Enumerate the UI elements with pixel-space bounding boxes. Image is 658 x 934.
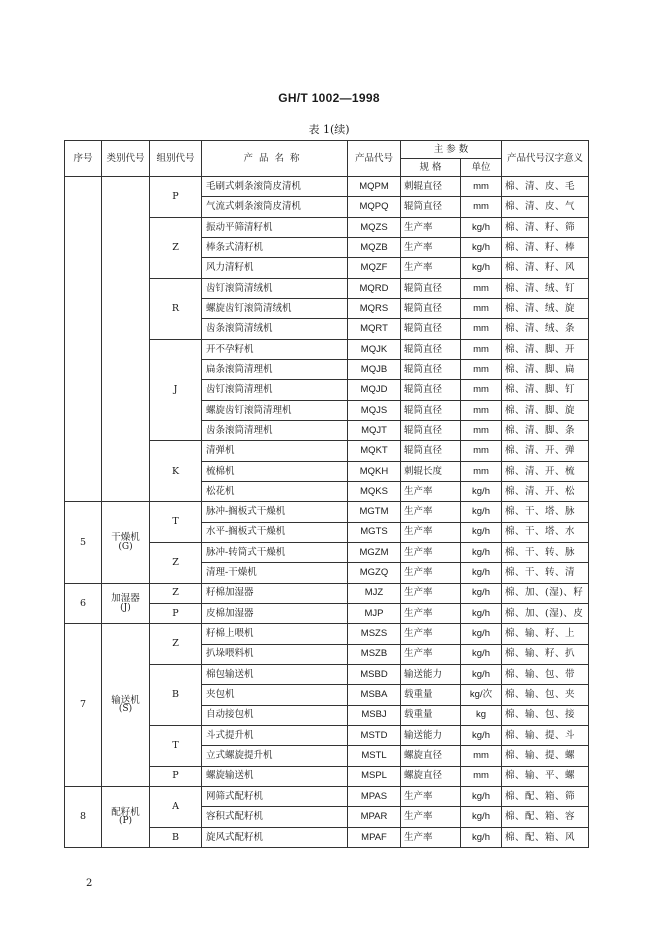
- spec-cell: 螺旋直径: [401, 766, 461, 786]
- product-code-cell: MQJB: [348, 359, 401, 379]
- product-name-cell: 扒垛喂料机: [202, 644, 348, 664]
- unit-cell: kg/h: [461, 827, 502, 848]
- product-name-cell: 自动接包机: [202, 705, 348, 725]
- unit-cell: mm: [461, 441, 502, 461]
- category-name: 输送机: [111, 694, 140, 706]
- spec-cell: 生产率: [401, 258, 461, 278]
- product-name-cell: 脉冲-搁板式干燥机: [202, 502, 348, 522]
- meaning-cell: 棉、清、籽、风: [502, 258, 589, 278]
- spec-cell: 生产率: [401, 583, 461, 603]
- meaning-cell: 棉、清、绒、条: [502, 319, 589, 339]
- category-name: 加湿器: [111, 593, 140, 605]
- meaning-cell: 棉、清、皮、毛: [502, 177, 589, 197]
- spec-cell: 输送能力: [401, 664, 461, 684]
- unit-cell: mm: [461, 278, 502, 298]
- product-code-cell: MSBA: [348, 685, 401, 705]
- product-code-cell: MJP: [348, 603, 401, 623]
- unit-cell: mm: [461, 339, 502, 359]
- header-category: 类别代号: [102, 141, 150, 177]
- group-cell: Z: [150, 583, 202, 603]
- spec-cell: 生产率: [401, 237, 461, 257]
- header-group: 组别代号: [150, 141, 202, 177]
- product-code-cell: MGZQ: [348, 563, 401, 583]
- meaning-cell: 棉、清、脚、条: [502, 420, 589, 440]
- meaning-cell: 棉、配、箱、风: [502, 827, 589, 848]
- product-code-cell: MSZS: [348, 624, 401, 644]
- product-name-cell: 气流式刺条滚筒皮清机: [202, 197, 348, 217]
- meaning-cell: 棉、输、籽、上: [502, 624, 589, 644]
- header-spec: 规 格: [401, 159, 461, 177]
- unit-cell: kg/次: [461, 685, 502, 705]
- meaning-cell: 棉、加、(湿)、皮: [502, 603, 589, 623]
- product-name-cell: 旋风式配籽机: [202, 827, 348, 848]
- meaning-cell: 棉、清、脚、扁: [502, 359, 589, 379]
- product-code-cell: MQJT: [348, 420, 401, 440]
- header-meaning: 产品代号汉字意义: [502, 141, 589, 177]
- unit-cell: mm: [461, 420, 502, 440]
- unit-cell: kg: [461, 705, 502, 725]
- category-name: 干燥机: [111, 532, 140, 544]
- category-letter: (S): [118, 704, 133, 715]
- product-code-cell: MQJD: [348, 380, 401, 400]
- meaning-cell: 棉、输、籽、扒: [502, 644, 589, 664]
- unit-cell: kg/h: [461, 502, 502, 522]
- product-name-cell: 水平-搁板式干燥机: [202, 522, 348, 542]
- meaning-cell: 棉、干、转、脉: [502, 542, 589, 562]
- group-cell: P: [150, 177, 202, 218]
- seq-cell: 5: [65, 502, 102, 583]
- product-name-cell: 网筛式配籽机: [202, 786, 348, 806]
- category-cell: [102, 624, 150, 787]
- table-row: [65, 786, 589, 806]
- spec-cell: 螺旋直径: [401, 746, 461, 766]
- group-cell: A: [150, 786, 202, 827]
- unit-cell: kg/h: [461, 563, 502, 583]
- unit-cell: mm: [461, 359, 502, 379]
- product-code-cell: MQKT: [348, 441, 401, 461]
- meaning-cell: 棉、清、脚、钉: [502, 380, 589, 400]
- product-name-cell: 清弹机: [202, 441, 348, 461]
- category-cell: [102, 502, 150, 583]
- product-name-cell: 梳棉机: [202, 461, 348, 481]
- product-name-cell: 清理-干燥机: [202, 563, 348, 583]
- group-cell: P: [150, 603, 202, 623]
- header-product-name: 产品名称: [202, 141, 348, 177]
- spec-cell: 生产率: [401, 807, 461, 827]
- meaning-cell: 棉、输、包、夹: [502, 685, 589, 705]
- unit-cell: mm: [461, 766, 502, 786]
- table-row: [65, 177, 589, 197]
- meaning-cell: 棉、清、开、梳: [502, 461, 589, 481]
- unit-cell: mm: [461, 461, 502, 481]
- spec-cell: 生产率: [401, 603, 461, 623]
- meaning-cell: 棉、输、提、斗: [502, 725, 589, 745]
- meaning-cell: 棉、干、塔、水: [502, 522, 589, 542]
- group-cell: R: [150, 278, 202, 339]
- product-code-cell: MQRT: [348, 319, 401, 339]
- unit-cell: kg/h: [461, 583, 502, 603]
- group-cell: Z: [150, 624, 202, 665]
- product-name-cell: 开不孕籽机: [202, 339, 348, 359]
- spec-cell: 生产率: [401, 522, 461, 542]
- spec-cell: 生产率: [401, 481, 461, 501]
- seq-cell: 7: [65, 624, 102, 787]
- product-name-cell: 螺旋齿钉滚筒清绒机: [202, 298, 348, 318]
- seq-cell-blank: [65, 177, 102, 502]
- meaning-cell: 棉、清、籽、筛: [502, 217, 589, 237]
- header-seq: 序号: [65, 141, 102, 177]
- product-name-cell: 扁条滚筒清理机: [202, 359, 348, 379]
- product-code-cell: MQPM: [348, 177, 401, 197]
- spec-cell: 载重量: [401, 685, 461, 705]
- product-name-cell: 立式螺旋提升机: [202, 746, 348, 766]
- product-name-cell: 振动平筛清籽机: [202, 217, 348, 237]
- product-name-cell: 棒条式清籽机: [202, 237, 348, 257]
- product-code-cell: MQZS: [348, 217, 401, 237]
- category-letter: (P): [118, 816, 133, 827]
- table-row: [65, 502, 589, 522]
- product-code-cell: MQJK: [348, 339, 401, 359]
- spec-cell: 生产率: [401, 624, 461, 644]
- product-name-cell: 螺旋输送机: [202, 766, 348, 786]
- unit-cell: kg/h: [461, 786, 502, 806]
- product-name-cell: 螺旋齿钉滚筒清理机: [202, 400, 348, 420]
- header-row: [65, 141, 589, 159]
- category-cell-blank: [102, 177, 150, 502]
- group-cell: T: [150, 502, 202, 543]
- seq-cell: 6: [65, 583, 102, 624]
- meaning-cell: 棉、清、脚、旋: [502, 400, 589, 420]
- spec-cell: 生产率: [401, 644, 461, 664]
- product-code-cell: MQZF: [348, 258, 401, 278]
- spec-cell: 辊筒直径: [401, 400, 461, 420]
- spec-cell: 辊筒直径: [401, 380, 461, 400]
- standard-code-header: GH/T 1002—1998: [278, 91, 380, 105]
- unit-cell: mm: [461, 380, 502, 400]
- unit-cell: kg/h: [461, 217, 502, 237]
- product-name-cell: 棉包输送机: [202, 664, 348, 684]
- product-name-cell: 皮棉加湿器: [202, 603, 348, 623]
- spec-cell: 辊筒直径: [401, 319, 461, 339]
- spec-cell: 生产率: [401, 542, 461, 562]
- meaning-cell: 棉、干、转、清: [502, 563, 589, 583]
- product-name-cell: 齿条滚筒清绒机: [202, 319, 348, 339]
- meaning-cell: 棉、清、籽、棒: [502, 237, 589, 257]
- product-name-cell: 齿钉滚筒清理机: [202, 380, 348, 400]
- product-name-cell: 容积式配籽机: [202, 807, 348, 827]
- product-code-table: [64, 140, 589, 848]
- product-code-cell: MQJS: [348, 400, 401, 420]
- spec-cell: 输送能力: [401, 725, 461, 745]
- spec-cell: 辊筒直径: [401, 420, 461, 440]
- meaning-cell: 棉、输、平、螺: [502, 766, 589, 786]
- product-code-cell: MPAR: [348, 807, 401, 827]
- unit-cell: kg/h: [461, 624, 502, 644]
- group-cell: T: [150, 725, 202, 766]
- group-cell: Z: [150, 542, 202, 583]
- header-unit: 单位: [461, 159, 502, 177]
- meaning-cell: 棉、清、开、弹: [502, 441, 589, 461]
- meaning-cell: 棉、清、开、松: [502, 481, 589, 501]
- category-name: 配籽机: [111, 806, 140, 818]
- category-cell: [102, 583, 150, 624]
- product-code-cell: MSZB: [348, 644, 401, 664]
- unit-cell: kg/h: [461, 258, 502, 278]
- table-row: [65, 583, 589, 603]
- product-code-cell: MSBD: [348, 664, 401, 684]
- page-number: 2: [86, 878, 93, 889]
- meaning-cell: 棉、清、脚、开: [502, 339, 589, 359]
- spec-cell: 辊筒直径: [401, 298, 461, 318]
- meaning-cell: 棉、干、塔、脉: [502, 502, 589, 522]
- unit-cell: mm: [461, 400, 502, 420]
- group-cell: B: [150, 664, 202, 725]
- spec-cell: 辊筒直径: [401, 339, 461, 359]
- product-name-cell: 籽棉上喂机: [202, 624, 348, 644]
- spec-cell: 生产率: [401, 786, 461, 806]
- product-code-cell: MSPL: [348, 766, 401, 786]
- product-code-cell: MGTM: [348, 502, 401, 522]
- meaning-cell: 棉、输、包、接: [502, 705, 589, 725]
- category-letter: (J): [120, 602, 131, 613]
- spec-cell: 辊筒直径: [401, 359, 461, 379]
- unit-cell: kg/h: [461, 664, 502, 684]
- seq-cell: 8: [65, 786, 102, 847]
- spec-cell: 刺辊长度: [401, 461, 461, 481]
- group-cell: B: [150, 827, 202, 848]
- table-row: [65, 624, 589, 644]
- spec-cell: 辊筒直径: [401, 278, 461, 298]
- product-name-cell: 风力清籽机: [202, 258, 348, 278]
- unit-cell: kg/h: [461, 481, 502, 501]
- unit-cell: mm: [461, 746, 502, 766]
- unit-cell: kg/h: [461, 522, 502, 542]
- unit-cell: kg/h: [461, 807, 502, 827]
- unit-cell: mm: [461, 298, 502, 318]
- product-code-cell: MQKH: [348, 461, 401, 481]
- spec-cell: 刺辊直径: [401, 177, 461, 197]
- product-code-cell: MPAF: [348, 827, 401, 848]
- product-code-cell: MGTS: [348, 522, 401, 542]
- unit-cell: mm: [461, 197, 502, 217]
- product-code-cell: MQRS: [348, 298, 401, 318]
- spec-cell: 生产率: [401, 217, 461, 237]
- header-product-code: 产品代号: [348, 141, 401, 177]
- product-name-cell: 夹包机: [202, 685, 348, 705]
- product-name-cell: 斗式提升机: [202, 725, 348, 745]
- spec-cell: 辊筒直径: [401, 441, 461, 461]
- group-cell: P: [150, 766, 202, 786]
- product-name-cell: 毛刷式刺条滚筒皮清机: [202, 177, 348, 197]
- category-cell: [102, 786, 150, 847]
- meaning-cell: 棉、清、绒、钉: [502, 278, 589, 298]
- spec-cell: 生产率: [401, 827, 461, 848]
- unit-cell: kg/h: [461, 725, 502, 745]
- product-name-cell: 籽棉加湿器: [202, 583, 348, 603]
- header-main-params: 主 参 数: [401, 141, 502, 159]
- product-code-cell: MQPQ: [348, 197, 401, 217]
- spec-cell: 生产率: [401, 563, 461, 583]
- unit-cell: kg/h: [461, 237, 502, 257]
- group-cell: J: [150, 339, 202, 441]
- unit-cell: kg/h: [461, 603, 502, 623]
- meaning-cell: 棉、加、(湿)、籽: [502, 583, 589, 603]
- product-name-cell: 齿钉滚筒清绒机: [202, 278, 348, 298]
- product-code-cell: MSTL: [348, 746, 401, 766]
- spec-cell: 辊筒直径: [401, 197, 461, 217]
- meaning-cell: 棉、配、箱、容: [502, 807, 589, 827]
- product-name-cell: 齿条滚筒清理机: [202, 420, 348, 440]
- product-code-cell: MSBJ: [348, 705, 401, 725]
- product-code-cell: MPAS: [348, 786, 401, 806]
- product-code-cell: MSTD: [348, 725, 401, 745]
- product-code-cell: MQZB: [348, 237, 401, 257]
- product-name-cell: 松花机: [202, 481, 348, 501]
- group-cell: K: [150, 441, 202, 502]
- unit-cell: kg/h: [461, 644, 502, 664]
- unit-cell: mm: [461, 177, 502, 197]
- product-code-cell: MGZM: [348, 542, 401, 562]
- spec-cell: 载重量: [401, 705, 461, 725]
- product-code-cell: MQKS: [348, 481, 401, 501]
- product-code-cell: MQRD: [348, 278, 401, 298]
- meaning-cell: 棉、清、绒、旋: [502, 298, 589, 318]
- meaning-cell: 棉、输、提、螺: [502, 746, 589, 766]
- group-cell: Z: [150, 217, 202, 278]
- product-name-cell: 脉冲-转筒式干燥机: [202, 542, 348, 562]
- table-caption: 表 1(续): [308, 123, 350, 136]
- unit-cell: kg/h: [461, 542, 502, 562]
- category-letter: (G): [118, 541, 133, 552]
- unit-cell: mm: [461, 319, 502, 339]
- meaning-cell: 棉、清、皮、气: [502, 197, 589, 217]
- product-code-cell: MJZ: [348, 583, 401, 603]
- meaning-cell: 棉、配、箱、筛: [502, 786, 589, 806]
- spec-cell: 生产率: [401, 502, 461, 522]
- meaning-cell: 棉、输、包、带: [502, 664, 589, 684]
